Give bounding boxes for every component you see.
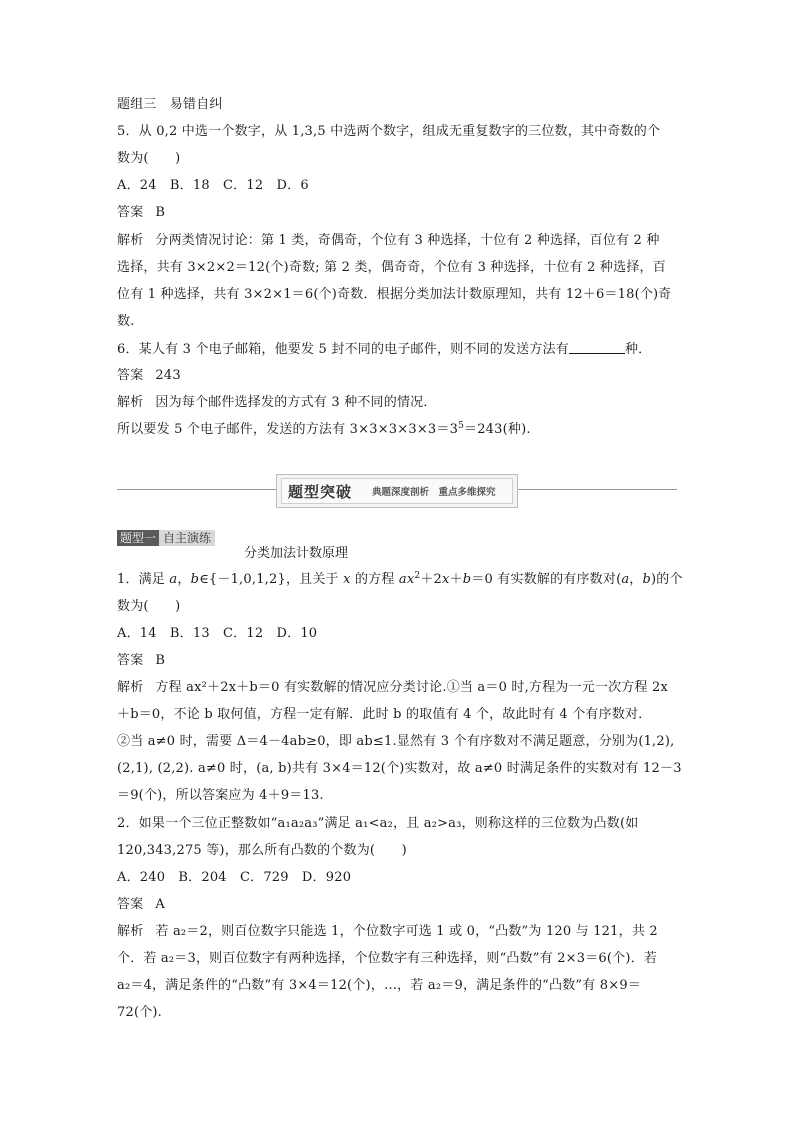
p1-options: A．14 B．13 C．12 D．10 bbox=[117, 626, 318, 641]
analysis-text: 所以要发 5 个电子邮件，发送的方法有 3×3×3×3×3＝3 bbox=[117, 422, 459, 437]
p2-analysis-line2: 个．若 a₂＝3，则百位数字有两种选择，个位数字有三种选择，则“凸数”有 2×3＝6(个)．若 bbox=[117, 951, 658, 966]
text: ＋ bbox=[449, 572, 463, 587]
q5-analysis-line4: 数. bbox=[117, 314, 135, 329]
analysis-text: 因为每个邮件选择发的方式有 3 种不同的情况． bbox=[155, 395, 437, 410]
analysis-label: 解析 bbox=[117, 924, 144, 939]
p1-analysis-line3: ②当 a≠0 时，需要 Δ＝4－4ab≥0，即 ab≤1.显然有 3 个有序数对不满足题意，分别为(1,2), bbox=[117, 734, 675, 749]
var-b: b bbox=[642, 572, 652, 587]
var-b: b bbox=[190, 572, 200, 587]
analysis-text: 分两类情况讨论：第 1 类，奇偶奇，个位有 3 种选择，十位有 2 种选择，百位有 2 种 bbox=[155, 233, 660, 248]
exponent: 2 bbox=[414, 571, 421, 581]
text: 的方程 bbox=[350, 572, 399, 587]
q5-analysis-line3: 位有 1 种选择，共有 3×2×1＝6(个)奇数．根据分类加法计数原理知，共有 12＋6＝18(个)奇 bbox=[117, 287, 672, 302]
section-banner bbox=[276, 474, 518, 508]
text: ＋2 bbox=[420, 572, 442, 587]
analysis-label: 解析 bbox=[117, 233, 144, 248]
banner-rule-left bbox=[117, 489, 276, 490]
var-a: a bbox=[621, 572, 630, 587]
p2-analysis-line4: 72(个). bbox=[117, 1005, 163, 1020]
p2-stem-line1: 2．如果一个三位正整数如“a₁a₂a₃”满足 a₁<a₂，且 a₂>a₃，则称这样的三位数为凸数(如 bbox=[117, 816, 639, 831]
text: 1．满足 bbox=[117, 572, 170, 587]
q5-options: A．24 B．18 C．12 D．6 bbox=[117, 178, 309, 193]
text: ∈{－1,0,1,2}，且关于 bbox=[199, 572, 344, 587]
answer-value: A bbox=[155, 897, 165, 912]
q6-stem-end: 种． bbox=[624, 342, 652, 357]
q6-stem bbox=[117, 340, 651, 359]
q5-stem-line2: 数为( ) bbox=[117, 151, 181, 166]
type-tag-label: 自主演练 bbox=[159, 530, 215, 546]
q5-stem-line1: 5．从 0,2 中选一个数字，从 1,3,5 中选两个数字，组成无重复数字的三位数，其中奇数的个 bbox=[117, 124, 661, 139]
q6-analysis-line2 bbox=[117, 421, 531, 439]
var-x: x bbox=[441, 572, 450, 587]
var-a: a bbox=[169, 572, 178, 587]
q5-analysis-line2: 选择，共有 3×2×2＝12(个)奇数; 第 2 类，偶奇奇，个位有 3 种选择，十位有 2 种选择，百 bbox=[117, 260, 666, 275]
p2-analysis-line3: a₂＝4，满足条件的“凸数”有 3×4＝12(个)，…，若 a₂＝9，满足条件的“凸数”有 8×9＝ bbox=[117, 978, 642, 993]
topic-subheading: 分类加法计数原理 bbox=[244, 546, 349, 561]
var-b: b bbox=[462, 572, 472, 587]
type-tag bbox=[117, 530, 215, 546]
text: ＝0 有实数解的有序数对( bbox=[471, 572, 622, 587]
q5-analysis-line1 bbox=[117, 232, 660, 250]
p2-answer bbox=[117, 896, 165, 914]
p2-analysis-line1 bbox=[117, 923, 658, 941]
analysis-text: 若 a₂＝2，则百位数字只能选 1，个位数字可选 1 或 0，“凸数”为 120 与 121，共 2 bbox=[155, 924, 658, 939]
banner-title: 题型突破 bbox=[288, 483, 353, 501]
banner-inner bbox=[281, 478, 513, 504]
analysis-label: 解析 bbox=[117, 395, 144, 410]
p1-stem-line2: 数为( ) bbox=[117, 599, 181, 614]
p1-analysis-line4: (2,1), (2,2). a≠0 时，(a, b)共有 3×4＝12(个)实数对，故 a≠0 时满足条件的实数对有 12－3 bbox=[117, 761, 682, 776]
var-ax: ax bbox=[398, 572, 415, 587]
q6-stem-text: 6．某人有 3 个电子邮箱，他要发 5 封不同的电子邮件，则不同的发送方法有 bbox=[117, 342, 569, 357]
p1-analysis-line1 bbox=[117, 679, 668, 697]
text: ， bbox=[177, 572, 191, 587]
section-heading: 题组三 易错自纠 bbox=[117, 97, 223, 112]
p1-answer bbox=[117, 652, 165, 670]
p1-analysis-line5: ＝9(个)，所以答案应为 4＋9＝13. bbox=[117, 788, 324, 803]
answer-value: B bbox=[155, 205, 166, 220]
p2-stem-line2: 120,343,275 等)，那么所有凸数的个数为( ) bbox=[117, 843, 407, 858]
text: ， bbox=[629, 572, 643, 587]
answer-blank bbox=[569, 340, 625, 354]
p1-stem-line1 bbox=[117, 571, 683, 589]
text: )的个 bbox=[651, 572, 683, 587]
answer-value: B bbox=[155, 653, 166, 668]
answer-value: 243 bbox=[155, 368, 181, 383]
analysis-text-end: ＝243(种). bbox=[464, 422, 531, 437]
answer-label: 答案 bbox=[117, 205, 144, 220]
q6-analysis-line1 bbox=[117, 394, 437, 412]
answer-label: 答案 bbox=[117, 368, 144, 383]
q5-answer bbox=[117, 204, 165, 222]
analysis-label: 解析 bbox=[117, 680, 144, 695]
analysis-text: 方程 ax²＋2x＋b＝0 有实数解的情况应分类讨论.①当 a＝0 时,方程为一元一次方程 2x bbox=[155, 680, 669, 695]
p1-analysis-line2: ＋b＝0，不论 b 取何值，方程一定有解．此时 b 的取值有 4 个，故此时有 4 个有序数对． bbox=[117, 707, 652, 722]
banner-subtitle: 典题深度剖析 重点多维探究 bbox=[372, 487, 496, 498]
exponent: 5 bbox=[458, 421, 465, 431]
answer-label: 答案 bbox=[117, 897, 144, 912]
q6-answer bbox=[117, 367, 181, 385]
var-x: x bbox=[343, 572, 351, 587]
type-tag-number: 题型一 bbox=[117, 530, 159, 546]
p2-options: A．240 B．204 C．729 D．920 bbox=[117, 870, 352, 885]
answer-label: 答案 bbox=[117, 653, 144, 668]
banner-rule-right bbox=[516, 489, 677, 490]
